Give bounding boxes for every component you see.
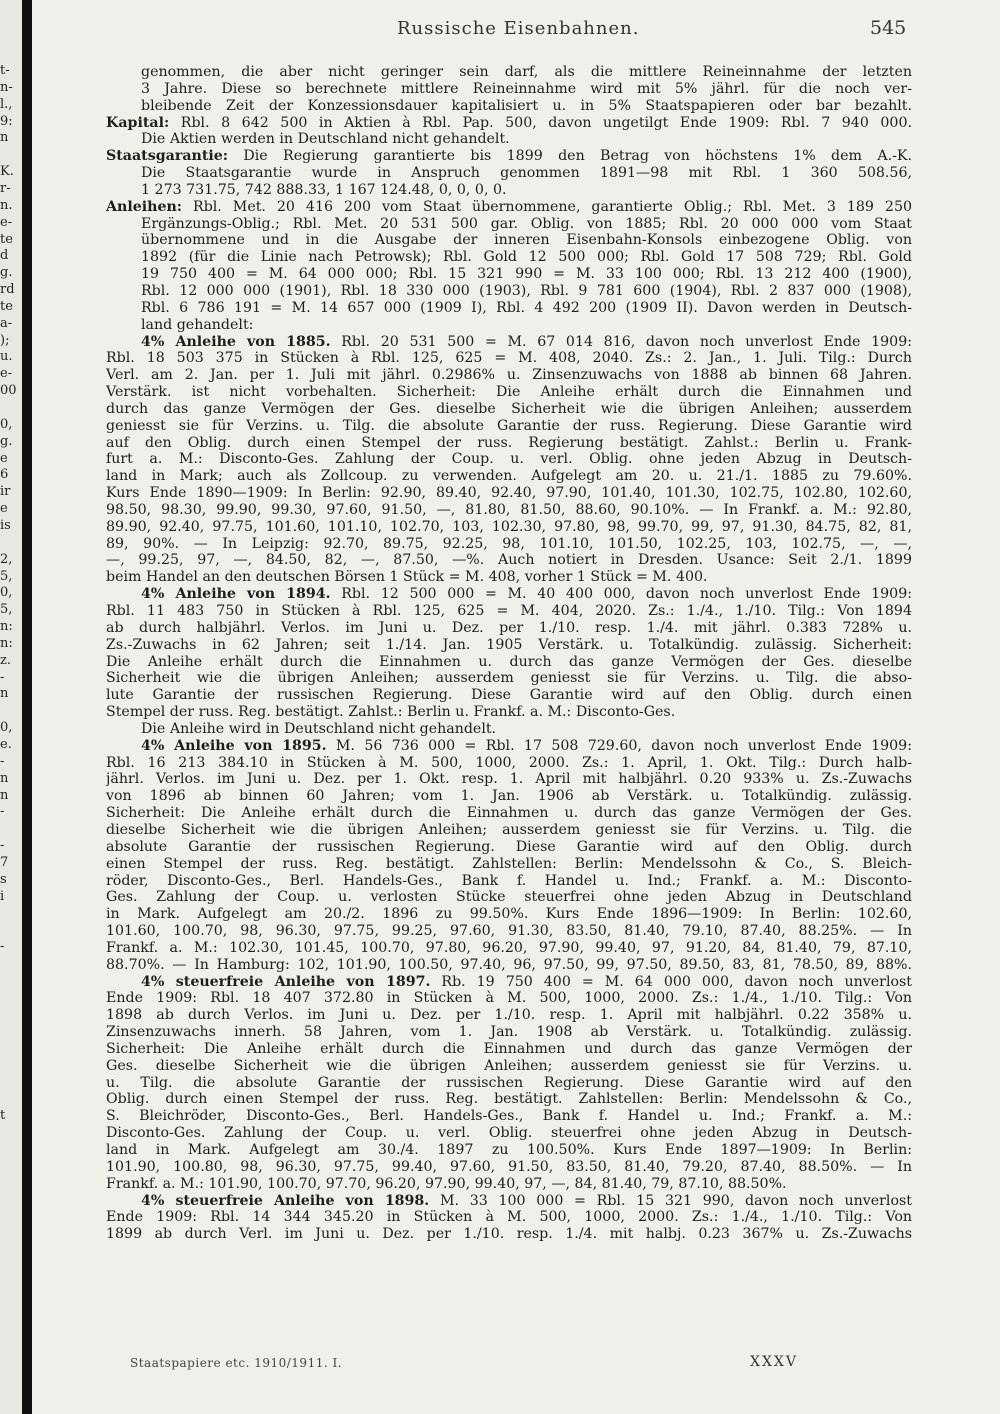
text-line — [106, 1142, 912, 1159]
line-text: geniesst sie für Verzins. u. Tilg. die absolute Garantie der russ. Regierung. Diese Garantie wird — [106, 417, 912, 434]
text-line — [106, 485, 912, 502]
text-line — [106, 788, 912, 805]
previous-page-fragment: te — [0, 298, 13, 314]
text-line — [106, 1176, 912, 1193]
text-line — [106, 1193, 912, 1210]
previous-page-fragment: ); — [0, 332, 10, 348]
text-line — [106, 1024, 912, 1041]
line-text: beim Handel an den deutschen Börsen 1 Stück = M. 408, vorher 1 Stück = M. 400. — [106, 569, 708, 586]
previous-page-fragment: 2, — [0, 551, 13, 567]
previous-page-fragment: rd — [0, 282, 15, 298]
text-line — [106, 536, 912, 553]
line-text: bleibende Zeit der Konzessionsdauer kapitalisiert u. in 5% Staatspapieren oder bar bezahlt. — [141, 97, 912, 114]
line-text: Kurs Ende 1890—1909: In Berlin: 92.90, 89.40, 92.40, 97.90, 101.40, 101.30, 102.75, 102.80, 102.60, — [106, 485, 912, 502]
text-line — [106, 81, 912, 98]
text-line — [106, 856, 912, 873]
line-text: Rbl. 18 503 375 in Stücken à Rbl. 125, 625 = M. 408, 2040. Zs.: 2. Jan., 1. Juli. Tilg.: Durch — [106, 350, 912, 367]
text-line — [106, 468, 912, 485]
text-line — [106, 182, 912, 199]
previous-page-fragment: n- — [0, 79, 13, 95]
line-text: 98.50, 98.30, 99.90, 99.30, 97.60, 91.50, —, 81.80, 81.50, 88.60, 90.10%. — In Frankf. a. M.: 92.80, — [106, 501, 912, 518]
text-line — [106, 401, 912, 418]
previous-page-fragment: te — [0, 231, 13, 247]
previous-page-fragment: 9: — [0, 113, 13, 129]
text-line — [106, 654, 912, 671]
previous-page-fragment: n — [0, 787, 9, 803]
text-line — [106, 435, 912, 452]
signature-line: Staatspapiere etc. 1910/1911. I. — [130, 1356, 343, 1370]
text-line — [106, 1159, 912, 1176]
text-line — [106, 1075, 912, 1092]
previous-page-fragment: ir — [0, 484, 11, 500]
line-text: lute Garantie der russischen Regierung. Diese Garantie wird auf den Oblig. durch einen — [106, 687, 912, 704]
text-line — [106, 974, 912, 991]
line-text: Die Regierung garantierte bis 1899 den Betrag von höchstens 1% dem A.-K. — [228, 148, 912, 165]
line-text: Rbl. 12 500 000 = M. 40 400 000, davon noch unverlost Ende 1909: — [330, 586, 912, 603]
text-line — [106, 502, 912, 519]
text-line — [106, 334, 912, 351]
line-text: land in Mark. Aufgelegt am 30./4. 1897 zu 100.50%. Kurs Ende 1897—1909: In Berlin: — [106, 1142, 912, 1158]
previous-page-fragment: e — [0, 450, 8, 466]
previous-page-fragment: s — [0, 871, 7, 887]
previous-page-fragment: 0, — [0, 720, 13, 736]
text-line — [106, 889, 912, 906]
line-text: 88.70%. — In Hamburg: 102, 101.90, 100.50, 97.40, 96, 97.50, 99, 97.50, 89.50, 83, 81, 78.50, 89, 88%. — [106, 956, 912, 973]
previous-page-fragment: 00 — [0, 383, 17, 399]
text-line — [106, 148, 912, 165]
text-line — [106, 317, 912, 334]
line-text: Die Anleihe wird in Deutschland nicht gehandelt. — [141, 720, 497, 737]
running-header — [32, 18, 1000, 40]
book-gutter — [22, 0, 32, 1414]
line-text: röder, Disconto-Ges., Berl. Handels-Ges., Bank f. Handel u. Ind.; Frankf. a. M.: Disconto- — [106, 872, 912, 889]
line-text: Zinsenzuwachs innerh. 58 Jahren, vom 1. Jan. 1908 ab Verstärk. u. Totalkündig. zulässig. — [106, 1024, 912, 1041]
text-line — [106, 266, 912, 283]
line-text: Sicherheit wie die übrigen Anleihen; ausserdem geniesst sie für Verzins. u. Tilg. die abso- — [106, 670, 912, 687]
line-text: 101.90, 100.80, 98, 96.30, 97.75, 99.40, 97.60, 91.50, 83.50, 81.40, 79.20, 87.40, 88.50%. — In — [106, 1158, 912, 1175]
text-line — [106, 131, 912, 148]
text-line — [106, 957, 912, 974]
line-text: Rbl. Met. 20 416 200 vom Staat übernommene, garantierte Oblig.; Rbl. Met. 3 189 250 — [182, 198, 912, 215]
text-line — [106, 839, 912, 856]
page-footer — [32, 1356, 1000, 1376]
line-text: Verl. am 2. Jan. per 1. Juli mit jährl. 0.2986% u. Zinsenzuwachs von 1888 ab binnen 68 Jahren. — [106, 367, 912, 384]
previous-page-fragment: l., — [0, 96, 13, 112]
line-text: 101.60, 100.70, 98, 96.30, 97.75, 99.25, 97.60, 91.30, 83.50, 81.40, 79.10, 87.40, 88.25%. — In — [106, 923, 912, 940]
line-text: Ende 1909: Rbl. 14 344 345.20 in Stücken à M. 500, 1000, 2000. Zs.: 1./4., 1./10. Tilg.: Von — [106, 1209, 912, 1226]
previous-page-fragment: u. — [0, 349, 13, 365]
line-text: Die Anleihe erhält durch die Einnahmen u. durch das ganze Vermögen der Ges. dieselbe — [106, 653, 912, 670]
previous-page-fragment: 6 — [0, 467, 9, 483]
previous-page-fragment: 0, — [0, 416, 13, 432]
line-text: Zs.-Zuwachs in 62 Jahren; seit 1./14. Jan. 1905 Verstärk. u. Totalkündig. zulässig. Sicherheit: — [106, 636, 912, 653]
text-line — [106, 249, 912, 266]
line-text: u. Tilg. die absolute Garantie der russischen Regierung. Diese Garantie wird auf den — [106, 1074, 912, 1091]
page-number: 545 — [870, 17, 907, 39]
previous-page-fragment: n. — [0, 197, 13, 213]
text-line — [106, 755, 912, 772]
previous-page-fragment: e- — [0, 366, 13, 382]
line-text: 3 Jahre. Diese so berechnete mittlere Reineinnahme wird mit 5% jährl. für die noch ver- — [141, 80, 912, 97]
previous-page-fragment: n — [0, 770, 9, 786]
previous-page-fragment: g. — [0, 433, 13, 449]
line-text: Sicherheit: Die Anleihe erhält durch die Einnahmen und durch das ganze Vermögen der — [106, 1040, 912, 1057]
signature-mark: XXXV — [750, 1354, 799, 1370]
line-text: von 1896 ab binnen 60 Jahren; vom 1. Jan. 1906 ab Verstärk. u. Totalkündig. zulässig. — [106, 788, 912, 805]
line-text: 1898 ab durch Verlos. im Juni u. Dez. per 1./10. resp. 1. April mit halbjährl. 0.22 358% u. — [106, 1007, 912, 1024]
section-keyword: 4% steuerfreie Anleihe von 1897. — [141, 973, 431, 990]
line-text: Rbl. 16 213 384.10 in Stücken à M. 500, 1000, 2000. Zs.: 1. April, 1. Okt. Tilg.: Durch halb- — [106, 754, 912, 771]
text-line — [106, 1007, 912, 1024]
previous-page-fragment: 7 — [0, 854, 9, 870]
previous-page-fragment: g. — [0, 265, 13, 281]
line-text: dieselbe Sicherheit wie die übrigen Anleihen; ausserdem geniesst sie für Verzins. u. Tilg. die — [106, 821, 912, 838]
line-text: —, 99.25, 97, —, 84.50, 82, —, 87.50, —%. Auch notiert in Dresden. Usance: Seit 2./1. 1899 — [106, 552, 912, 569]
text-line — [106, 367, 912, 384]
line-text: furt a. M.: Disconto-Ges. Zahlung der Coup. u. verl. Oblig. ohne jeden Abzug in Deutsch- — [106, 451, 912, 468]
body-text — [106, 64, 912, 1243]
previous-page-fragment: e- — [0, 214, 13, 230]
line-text: durch das ganze Vermögen der Ges. dieselbe Sicherheit wie die übrigen Anleihen; ausserdem — [106, 400, 912, 417]
previous-page-fragment: - — [0, 753, 5, 769]
text-line — [106, 822, 912, 839]
text-line — [106, 586, 912, 603]
text-line — [106, 721, 912, 738]
previous-page-fragment: 5, — [0, 602, 13, 618]
text-line — [106, 603, 912, 620]
line-text: Stempel der russ. Reg. bestätigt. Zahlst.: Berlin u. Frankf. a. M.: Disconto-Ges. — [106, 704, 676, 721]
book-page — [32, 0, 1000, 1414]
previous-page-fragment: e — [0, 501, 8, 517]
line-text: 89, 90%. — In Leipzig: 92.70, 89.75, 92.25, 98, 101.10, 101.50, 102.25, 103, 102.75, —, —, — [106, 535, 912, 552]
text-line — [106, 771, 912, 788]
text-line — [106, 216, 912, 233]
line-text: Oblig. durch einen Stempel der russ. Reg. bestätigt. Zahlstellen: Berlin: Mendelssohn & Co., — [106, 1091, 912, 1108]
section-keyword: 4% Anleihe von 1895. — [141, 737, 327, 754]
line-text: land gehandelt: — [141, 316, 254, 333]
text-line — [106, 1091, 912, 1108]
text-line — [106, 569, 912, 586]
text-line — [106, 704, 912, 721]
line-text: jährl. Verlos. im Juni u. Dez. per 1. Okt. resp. 1. April mit halbjährl. 0.20 933% u. Zs.-Zuwachs — [106, 771, 912, 788]
line-text: 89.90, 92.40, 97.75, 101.60, 101.10, 102.70, 103, 102.30, 97.80, 98, 99.70, 99, 97, 91.30, 84.75, 82, 81, — [106, 518, 912, 535]
line-text: Rbl. 6 786 191 = M. 14 657 000 (1909 I), Rbl. 4 492 200 (1909 II). Davon werden in Deutsch- — [141, 299, 912, 316]
line-text: auf den Oblig. durch einen Stempel der russ. Regierung bestätigt. Zahlst.: Berlin u. Frank- — [106, 434, 912, 451]
text-line — [106, 670, 912, 687]
text-line — [106, 1058, 912, 1075]
section-keyword: Staatsgarantie: — [106, 148, 229, 165]
previous-page-fragment: t — [0, 1107, 6, 1123]
text-line — [106, 98, 912, 115]
text-line — [106, 232, 912, 249]
line-text: ab durch halbjährl. Verlos. im Juni u. Dez. per 1./10. resp. 1./4. mit jährl. 0.383 728% u. — [106, 619, 912, 636]
line-text: 1892 (für die Linie nach Petrowsk); Rbl. Gold 12 500 000; Rbl. Gold 17 508 729; Rbl. Gold — [141, 249, 912, 266]
previous-page-fragment: r- — [0, 180, 11, 196]
section-keyword: 4% steuerfreie Anleihe von 1898. — [141, 1192, 430, 1209]
previous-page-fragment: n — [0, 686, 9, 702]
previous-page-fragment: 0, — [0, 585, 13, 601]
text-line — [106, 906, 912, 923]
text-line — [106, 738, 912, 755]
line-text: Frankf. a. M.: 101.90, 100.70, 97.70, 96.20, 97.90, 99.40, 97, —, 84, 81.40, 79, 87.10, 88.50%. — [106, 1175, 787, 1192]
line-text: Rbl. 20 531 500 = M. 67 014 816, davon noch unverlost Ende 1909: — [330, 333, 912, 350]
text-line — [106, 1226, 912, 1243]
text-line — [106, 1209, 912, 1226]
previous-page-fragment: - — [0, 804, 5, 820]
previous-page-fragment: t- — [0, 63, 10, 78]
line-text: genommen, die aber nicht geringer sein darf, als die mittlere Reineinnahme der letzten — [141, 64, 912, 80]
line-text: 1 273 731.75, 742 888.33, 1 167 124.48, 0, 0, 0, 0. — [141, 181, 507, 198]
previous-page-fragment: a- — [0, 315, 13, 331]
line-text: Die Aktien werden in Deutschland nicht gehandelt. — [141, 131, 510, 148]
text-line — [106, 687, 912, 704]
line-text: Disconto-Ges. Zahlung der Coup. u. verl. Oblig. steuerfrei ohne jeden Abzug in Deutsch- — [106, 1125, 912, 1142]
line-text: 1899 ab durch Verl. im Juni u. Dez. per 1./10. resp. 1./4. mit halbj. 0.23 367% u. Zs.-Zuwachs — [106, 1226, 912, 1243]
text-line — [106, 165, 912, 182]
previous-page-fragment: - — [0, 939, 5, 955]
section-keyword: 4% Anleihe von 1894. — [141, 586, 331, 603]
previous-page-fragment: is — [0, 517, 11, 533]
text-line — [106, 940, 912, 957]
previous-page-fragment: K. — [0, 164, 14, 180]
previous-page-fragment: e. — [0, 737, 12, 752]
line-text: einen Stempel der russ. Reg. bestätigt. Zahlstellen: Berlin: Mendelssohn & Co., S. Bleich- — [106, 855, 912, 872]
text-line — [106, 519, 912, 536]
section-keyword: 4% Anleihe von 1885. — [141, 333, 331, 350]
line-text: S. Bleichröder, Disconto-Ges., Berl. Handels-Ges., Bank f. Handel u. Ind.; Frankf. a. M.: — [106, 1108, 912, 1125]
text-line — [106, 199, 912, 216]
text-line — [106, 115, 912, 132]
line-text: absolute Garantie der russischen Regierung. Diese Garantie wird auf den Oblig. durch — [106, 838, 912, 855]
line-text: Ges. Zahlung der Coup. u. verlosten Stücke steuerfrei ohne jeden Abzug in Deutschland — [106, 889, 912, 906]
line-text: Frankf. a. M.: 102.30, 101.45, 100.70, 97.80, 96.20, 97.90, 99.40, 97, 91.20, 84, 81.40, 79, 87.10, — [106, 939, 912, 956]
line-text: M. 56 736 000 = Rbl. 17 508 729.60, davon noch unverlost Ende 1909: — [326, 737, 912, 754]
line-text: in Mark. Aufgelegt am 20./2. 1896 zu 99.50%. Kurs Ende 1896—1909: In Berlin: 102.60, — [106, 906, 912, 923]
line-text: 19 750 400 = M. 64 000 000; Rbl. 15 321 990 = M. 33 100 000; Rbl. 13 212 400 (1900), — [141, 266, 912, 283]
previous-page-fragment: n — [0, 130, 9, 146]
text-line — [106, 64, 912, 81]
text-line — [106, 923, 912, 940]
line-text: land in Mark; auch als Zollcoup. zu verwenden. Aufgelegt am 20. u. 21./1. 1885 zu 79.60%. — [106, 468, 912, 485]
text-line — [106, 1125, 912, 1142]
text-line — [106, 873, 912, 890]
section-keyword: Anleihen: — [106, 198, 183, 215]
previous-page-fragment: n: — [0, 619, 13, 635]
line-text: Rbl. 12 000 000 (1901), Rbl. 18 330 000 (1903), Rbl. 9 781 600 (1904), Rbl. 2 837 000 (1908), — [141, 282, 912, 299]
previous-page-fragment: z. — [0, 652, 11, 668]
line-text: Ergänzungs-Oblig.; Rbl. Met. 20 531 500 gar. Oblig. von 1885; Rbl. 20 000 000 vom Staat — [141, 215, 912, 232]
section-keyword: Kapital: — [106, 114, 170, 131]
text-line — [106, 1108, 912, 1125]
text-line — [106, 620, 912, 637]
running-title: Russische Eisenbahnen. — [397, 18, 640, 39]
text-line — [106, 384, 912, 401]
line-text: übernommene und in die Ausgabe der inneren Eisenbahn-Konsols einbezogene Oblig. von — [141, 232, 912, 249]
text-line — [106, 637, 912, 654]
line-text: Rbl. 11 483 750 in Stücken à Rbl. 125, 625 = M. 404, 2020. Zs.: 1./4., 1./10. Tilg.: Von 1894 — [106, 603, 912, 619]
previous-page-fragment: n: — [0, 635, 13, 651]
text-line — [106, 805, 912, 822]
line-text: Die Staatsgarantie wurde in Anspruch genommen 1891—98 mit Rbl. 1 360 508.56, — [141, 165, 912, 182]
line-text: M. 33 100 000 = Rbl. 15 321 990, davon noch unverlost — [429, 1192, 912, 1209]
text-line — [106, 451, 912, 468]
line-text: Verstärk. ist nicht vorbehalten. Sicherheit: Die Anleihe erhält durch die Einnahmen und — [106, 384, 912, 401]
line-text: Ges. dieselbe Sicherheit wie die übrigen Anleihen; ausserdem geniesst sie für Verzins. u. — [106, 1057, 912, 1074]
text-line — [106, 300, 912, 317]
line-text: Ende 1909: Rbl. 18 407 372.80 in Stücken à M. 500, 1000, 2000. Zs.: 1./4., 1./10. Tilg.: Von — [106, 990, 912, 1007]
previous-page-fragment: - — [0, 669, 5, 685]
previous-page-fragment: 5, — [0, 568, 13, 584]
previous-page-edge — [0, 0, 22, 1414]
text-line — [106, 1041, 912, 1058]
text-line — [106, 350, 912, 367]
text-line — [106, 418, 912, 435]
line-text: Rb. 19 750 400 = M. 64 000 000, davon noch unverlost — [430, 973, 912, 990]
previous-page-fragment: i — [0, 888, 5, 904]
text-line — [106, 552, 912, 569]
line-text: Rbl. 8 642 500 in Aktien à Rbl. Pap. 500, davon ungetilgt Ende 1909: Rbl. 7 940 000. — [169, 114, 912, 131]
line-text: Sicherheit: Die Anleihe erhält durch die Einnahmen u. durch das ganze Vermögen der Ges. — [106, 805, 912, 822]
text-line — [106, 283, 912, 300]
text-line — [106, 990, 912, 1007]
previous-page-fragment: - — [0, 838, 5, 854]
previous-page-fragment: d — [0, 248, 9, 264]
